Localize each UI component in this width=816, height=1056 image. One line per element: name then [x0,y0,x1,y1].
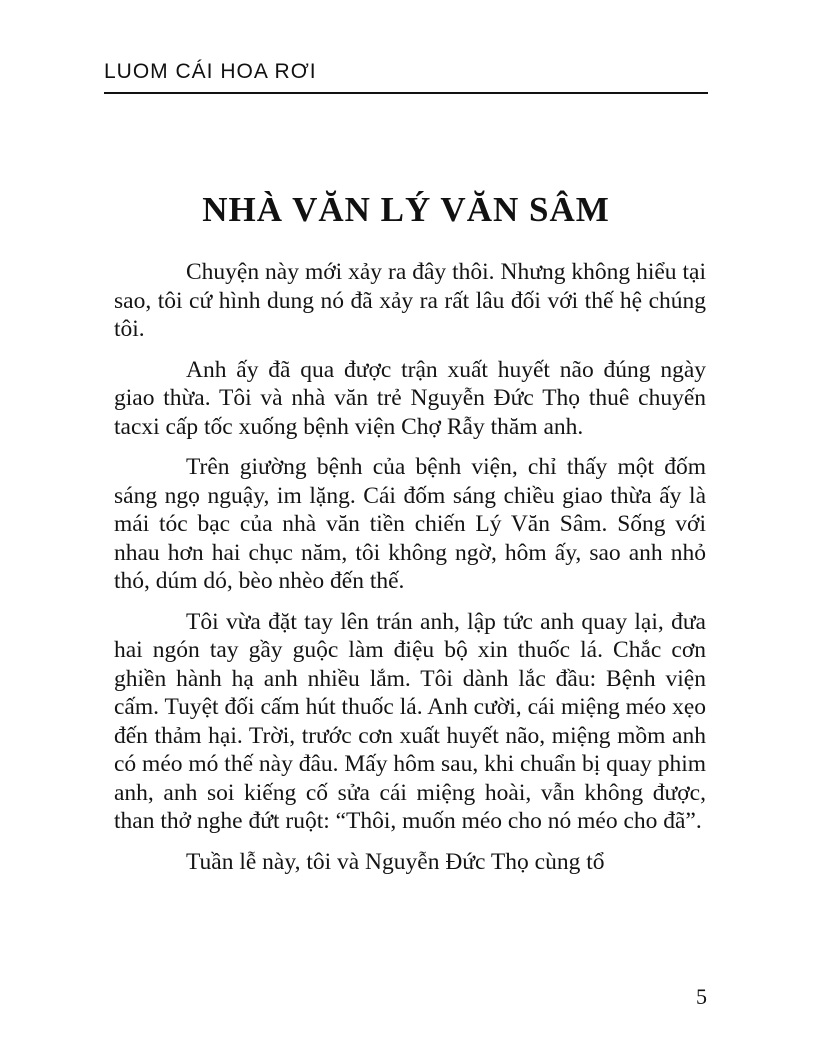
paragraph-4: Tôi vừa đặt tay lên trán anh, lập tức anh quay lại, đưa hai ngón tay gầy guộc làm điệu bộ xin thuốc lá. Chắc cơn ghiền hành hạ anh nhiều lắm. Tôi dành lắc đầu: Bệnh viện cấm. Tuyệt đối cấm hút thuốc lá. Anh cười, cái miệng méo xẹo đến thảm hại. Trời, trước cơn xuất huyết não, miệng mồm anh có méo mó thế này đâu. Mấy hôm sau, khi chuẩn bị quay phim anh, anh soi kiếng cố sửa cái miệng hoài, vẫn không được, than thở nghe đứt ruột: “Thôi, muốn méo cho nó méo cho đã”. [114,608,706,834]
chapter-title: NHÀ VĂN LÝ VĂN SÂM [202,190,610,229]
paragraph-5: Tuần lễ này, tôi và Nguyễn Đức Thọ cùng tổ [186,848,605,875]
paragraph-1: Chuyện này mới xảy ra đây thôi. Nhưng không hiểu tại sao, tôi cứ hình dung nó đã xảy ra rất lâu đối với thế hệ chúng tôi. [114,259,706,342]
header-divider [104,92,708,94]
paragraph-2: Anh ấy đã qua được trận xuất huyết não đúng ngày giao thừa. Tôi và nhà văn trẻ Nguyễn Đức Thọ thuê chuyến tacxi cấp tốc xuống bệnh viện Chợ Rẫy thăm anh. [114,356,706,440]
page-number: 5 [696,984,707,1009]
running-header: LUOM CÁI HOA RƠI [104,60,317,83]
paragraph-3: Trên giường bệnh của bệnh viện, chỉ thấy một đốm sáng ngọ nguậy, im lặng. Cái đốm sáng chiều giao thừa ấy là mái tóc bạc của nhà văn tiền chiến Lý Văn Sâm. Sống với nhau hơn hai chục năm, tôi không ngờ, hôm ấy, sao anh nhỏ thó, dúm dó, bèo nhèo đến thế. [114,454,706,594]
body-text [114,258,706,888]
